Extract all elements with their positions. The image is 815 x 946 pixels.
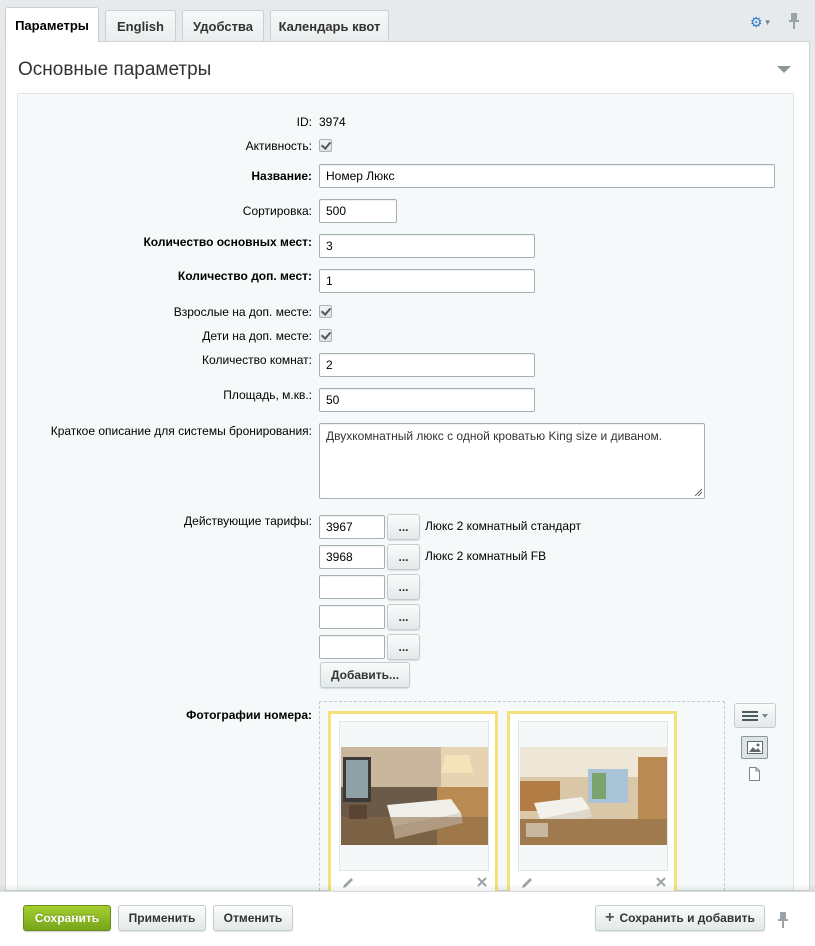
short-desc-label: Краткое описание для системы бронирования: [50,424,312,438]
collapse-triangle-icon[interactable] [777,66,791,73]
settings-menu-button[interactable] [750,14,776,30]
tariff-id-input[interactable] [319,515,385,539]
pin-icon[interactable] [787,12,801,30]
photo-card[interactable] [328,711,498,901]
tab-amenities[interactable]: Удобства [182,10,264,41]
room-photo [341,747,488,845]
resize-grip-icon[interactable] [694,488,702,496]
children-extra-label: Дети на доп. месте: [202,329,312,343]
photo-card[interactable] [507,711,677,901]
tariff-id-input[interactable] [319,605,385,629]
tariff-browse-button[interactable]: ... [387,544,420,570]
id-value: 3974 [319,115,346,129]
tariffs-label: Действующие тарифы: [184,514,312,528]
area-label: Площадь, м.кв.: [223,388,312,402]
children-extra-checkbox[interactable] [319,329,332,342]
tariff-name: Люкс 2 комнатный FB [425,549,547,563]
tab-bar [0,0,815,42]
rooms-input[interactable] [319,353,535,377]
extra-beds-input[interactable] [319,269,535,293]
tab-parameters[interactable]: Параметры [5,7,99,42]
rooms-label: Количество комнат: [202,353,312,367]
photos-label: Фотографии номера: [186,708,312,722]
adults-extra-checkbox[interactable] [319,305,332,318]
id-label: ID: [296,115,312,129]
save-button[interactable]: Сохранить [23,905,111,931]
adults-extra-label: Взрослые на доп. месте: [173,305,312,319]
tariff-browse-button[interactable]: ... [387,634,420,660]
tariff-name: Люкс 2 комнатный стандарт [425,519,581,533]
pin-icon[interactable] [776,911,790,929]
tariff-browse-button[interactable]: ... [387,574,420,600]
save-and-add-label: Сохранить и добавить [619,911,755,925]
room-photo [520,747,667,845]
short-desc-textarea[interactable] [319,423,705,499]
image-view-button[interactable] [741,736,768,759]
tariff-id-input[interactable] [319,545,385,569]
name-input[interactable] [319,164,775,188]
main-beds-label: Количество основных мест: [143,235,312,249]
sort-input[interactable] [319,199,397,223]
sort-label: Сортировка: [242,204,312,218]
file-icon[interactable] [749,767,760,781]
main-beds-input[interactable] [319,234,535,258]
tariff-id-input[interactable] [319,575,385,599]
tariff-id-input[interactable] [319,635,385,659]
save-and-add-button[interactable] [595,905,765,931]
extra-beds-label: Количество доп. мест: [177,269,312,283]
photo-frame [339,721,489,871]
area-input[interactable] [319,388,535,412]
tariff-browse-button[interactable]: ... [387,604,420,630]
gear-icon: ⚙ [750,14,763,30]
active-label: Активность: [245,139,312,153]
add-tariff-button[interactable]: Добавить... [320,662,410,688]
name-label: Название: [251,169,312,183]
apply-button[interactable]: Применить [118,905,206,931]
plus-icon: + [605,909,615,926]
tab-quota-calendar[interactable]: Календарь квот [270,10,389,41]
tab-english[interactable]: English [105,10,176,41]
view-mode-menu-button[interactable] [734,703,776,728]
chevron-down-icon: ▼ [763,18,772,27]
section-title: Основные параметры [18,59,212,80]
tariff-browse-button[interactable]: ... [387,514,420,540]
image-icon [747,741,763,754]
active-checkbox[interactable] [319,139,332,152]
list-menu-icon [742,711,770,722]
photo-frame [518,721,668,871]
cancel-button[interactable]: Отменить [213,905,293,931]
